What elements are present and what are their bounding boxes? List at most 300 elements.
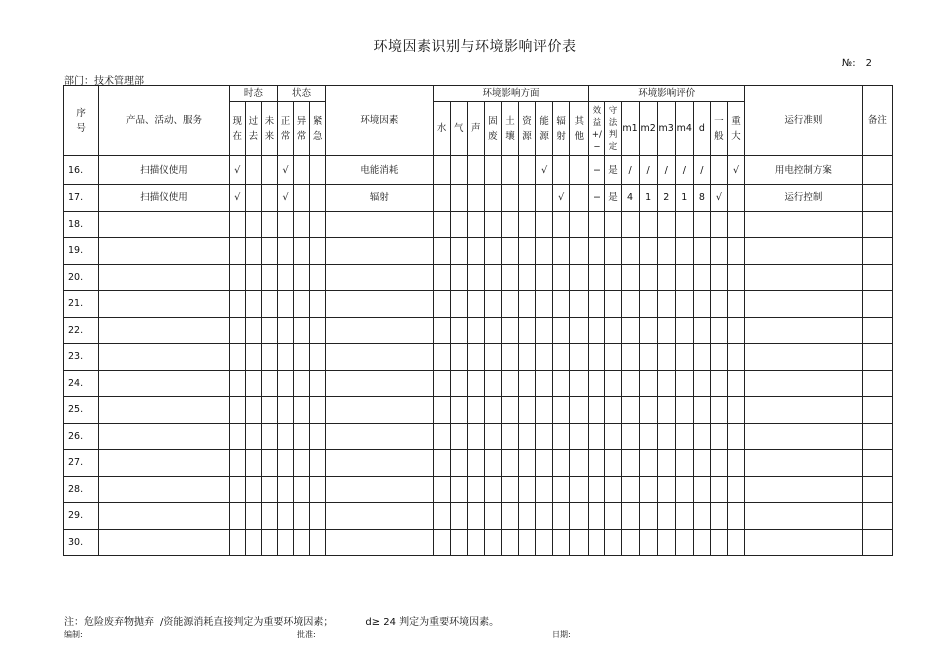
row-aspect-cell bbox=[484, 344, 501, 371]
header-tense-past: 过去 bbox=[245, 102, 261, 156]
row-number: 28. bbox=[64, 476, 99, 503]
header-tense-future: 未来 bbox=[261, 102, 277, 156]
row-criteria bbox=[745, 397, 863, 424]
row-tense-cell bbox=[261, 397, 277, 424]
row-criteria bbox=[745, 291, 863, 318]
row-eval-cell bbox=[621, 211, 639, 238]
row-aspect-cell bbox=[467, 185, 484, 212]
row-eval-cell bbox=[675, 317, 693, 344]
row-tense-cell bbox=[229, 529, 245, 556]
footer-note-prefix: 注：危险废弃物抛弃 bbox=[64, 617, 154, 628]
row-aspect-cell bbox=[450, 450, 467, 477]
row-eval-cell bbox=[589, 264, 605, 291]
row-number: 26. bbox=[64, 423, 99, 450]
row-aspect-cell bbox=[536, 397, 553, 424]
row-eval-cell bbox=[710, 264, 727, 291]
row-aspect-cell bbox=[570, 211, 589, 238]
row-eval-cell bbox=[675, 529, 693, 556]
row-aspect-cell bbox=[501, 397, 518, 424]
row-criteria bbox=[745, 264, 863, 291]
row-tense-cell bbox=[261, 211, 277, 238]
row-product bbox=[99, 238, 230, 265]
row-eval-cell bbox=[605, 317, 621, 344]
row-number: 19. bbox=[64, 238, 99, 265]
row-tense-cell bbox=[261, 450, 277, 477]
table-row bbox=[64, 450, 893, 477]
row-aspect-cell bbox=[519, 185, 536, 212]
row-eval-cell bbox=[589, 211, 605, 238]
row-aspect-cell bbox=[501, 185, 518, 212]
row-eval-cell bbox=[693, 344, 710, 371]
row-aspect-cell bbox=[450, 185, 467, 212]
row-state-cell bbox=[310, 317, 326, 344]
row-aspect-cell bbox=[484, 156, 501, 185]
row-aspect-cell bbox=[553, 450, 570, 477]
row-eval-cell: 1 bbox=[675, 185, 693, 212]
row-eval-cell bbox=[710, 529, 727, 556]
row-aspect-cell bbox=[570, 529, 589, 556]
date-label: 日期: bbox=[552, 630, 571, 639]
header-aspect-air: 气 bbox=[450, 102, 467, 156]
header-aspect-other: 其他 bbox=[570, 102, 589, 156]
row-aspect-cell bbox=[570, 450, 589, 477]
row-eval-cell bbox=[589, 423, 605, 450]
row-aspect-cell bbox=[553, 529, 570, 556]
row-number: 21. bbox=[64, 291, 99, 318]
row-tense-cell: √ bbox=[229, 185, 245, 212]
row-eval-cell bbox=[621, 370, 639, 397]
row-factor bbox=[326, 529, 433, 556]
header-eval-m3: m3 bbox=[657, 102, 675, 156]
row-tense-cell bbox=[245, 264, 261, 291]
row-state-cell bbox=[294, 264, 310, 291]
row-aspect-cell bbox=[536, 476, 553, 503]
row-factor bbox=[326, 238, 433, 265]
header-criteria: 运行准则 bbox=[745, 86, 863, 156]
row-state-cell bbox=[277, 476, 293, 503]
row-aspect-cell: √ bbox=[553, 185, 570, 212]
row-number: 22. bbox=[64, 317, 99, 344]
row-remarks bbox=[862, 211, 892, 238]
row-aspect-cell bbox=[501, 344, 518, 371]
row-eval-cell bbox=[693, 503, 710, 530]
row-aspect-cell bbox=[433, 476, 450, 503]
row-tense-cell bbox=[229, 291, 245, 318]
row-eval-cell bbox=[693, 397, 710, 424]
row-product bbox=[99, 423, 230, 450]
row-state-cell bbox=[310, 503, 326, 530]
row-criteria bbox=[745, 317, 863, 344]
row-eval-cell bbox=[675, 264, 693, 291]
row-eval-cell: / bbox=[693, 156, 710, 185]
row-eval-cell bbox=[639, 423, 657, 450]
row-eval-cell bbox=[675, 476, 693, 503]
row-aspect-cell bbox=[433, 238, 450, 265]
row-eval-cell bbox=[675, 291, 693, 318]
row-tense-cell bbox=[229, 397, 245, 424]
row-eval-cell bbox=[589, 291, 605, 318]
row-number: 17. bbox=[64, 185, 99, 212]
document-title: 环境因素识别与环境影响评价表 bbox=[373, 39, 577, 55]
row-eval-cell bbox=[675, 370, 693, 397]
row-remarks bbox=[862, 529, 892, 556]
row-eval-cell bbox=[657, 503, 675, 530]
row-eval-cell bbox=[589, 317, 605, 344]
row-aspect-cell bbox=[450, 397, 467, 424]
row-aspect-cell bbox=[570, 423, 589, 450]
row-aspect-cell bbox=[570, 317, 589, 344]
table-body bbox=[64, 156, 893, 556]
row-eval-cell bbox=[693, 476, 710, 503]
table-row bbox=[64, 211, 893, 238]
row-tense-cell bbox=[261, 238, 277, 265]
row-eval-cell bbox=[657, 291, 675, 318]
row-aspect-cell bbox=[536, 503, 553, 530]
row-tense-cell bbox=[229, 211, 245, 238]
row-aspect-cell bbox=[467, 291, 484, 318]
row-tense-cell bbox=[261, 344, 277, 371]
row-eval-cell bbox=[727, 529, 744, 556]
row-eval-cell bbox=[693, 450, 710, 477]
row-eval-cell: 是 bbox=[605, 185, 621, 212]
row-aspect-cell bbox=[570, 397, 589, 424]
row-eval-cell bbox=[605, 344, 621, 371]
row-factor: 电能消耗 bbox=[326, 156, 433, 185]
row-aspect-cell bbox=[433, 397, 450, 424]
footer-note-end: d≥ 24 判定为重要环境因素。 bbox=[365, 617, 500, 628]
row-aspect-cell bbox=[433, 370, 450, 397]
row-remarks bbox=[862, 503, 892, 530]
row-eval-cell bbox=[657, 211, 675, 238]
table-row bbox=[64, 238, 893, 265]
header-aspect-soil: 土壤 bbox=[501, 102, 518, 156]
header-aspect-water: 水 bbox=[433, 102, 450, 156]
row-tense-cell bbox=[245, 317, 261, 344]
row-remarks bbox=[862, 264, 892, 291]
row-criteria bbox=[745, 476, 863, 503]
header-product: 产品、活动、服务 bbox=[99, 86, 230, 156]
row-state-cell bbox=[277, 317, 293, 344]
row-aspect-cell bbox=[467, 423, 484, 450]
row-eval-cell bbox=[639, 450, 657, 477]
row-eval-cell bbox=[710, 317, 727, 344]
row-criteria bbox=[745, 211, 863, 238]
row-eval-cell bbox=[639, 529, 657, 556]
row-aspect-cell bbox=[519, 238, 536, 265]
row-state-cell bbox=[294, 450, 310, 477]
row-aspect-cell bbox=[433, 503, 450, 530]
row-remarks bbox=[862, 238, 892, 265]
row-tense-cell bbox=[261, 370, 277, 397]
row-eval-cell bbox=[589, 238, 605, 265]
row-eval-cell bbox=[605, 423, 621, 450]
row-product bbox=[99, 370, 230, 397]
evaluation-table bbox=[63, 85, 893, 556]
row-eval-cell bbox=[589, 529, 605, 556]
row-state-cell bbox=[310, 156, 326, 185]
row-tense-cell: √ bbox=[229, 156, 245, 185]
row-criteria: 用电控制方案 bbox=[745, 156, 863, 185]
row-state-cell bbox=[277, 370, 293, 397]
row-state-cell bbox=[310, 370, 326, 397]
department-label: 部门：技术管理部 bbox=[64, 76, 144, 87]
row-eval-cell bbox=[639, 291, 657, 318]
row-tense-cell bbox=[245, 450, 261, 477]
document-number bbox=[832, 58, 872, 69]
row-eval-cell bbox=[621, 238, 639, 265]
row-eval-cell: 2 bbox=[657, 185, 675, 212]
row-eval-cell bbox=[605, 238, 621, 265]
row-eval-cell: / bbox=[621, 156, 639, 185]
row-eval-cell bbox=[639, 211, 657, 238]
row-aspect-cell bbox=[433, 156, 450, 185]
row-eval-cell: − bbox=[589, 156, 605, 185]
row-aspect-cell bbox=[467, 476, 484, 503]
row-product bbox=[99, 397, 230, 424]
row-eval-cell bbox=[657, 397, 675, 424]
table-row bbox=[64, 370, 893, 397]
row-product bbox=[99, 317, 230, 344]
row-product bbox=[99, 211, 230, 238]
row-eval-cell bbox=[727, 397, 744, 424]
header-state-group: 状态 bbox=[277, 86, 325, 102]
row-state-cell bbox=[294, 503, 310, 530]
row-state-cell bbox=[277, 291, 293, 318]
row-eval-cell bbox=[693, 291, 710, 318]
row-tense-cell bbox=[245, 185, 261, 212]
row-aspect-cell bbox=[536, 450, 553, 477]
row-aspect-cell bbox=[519, 264, 536, 291]
row-eval-cell bbox=[710, 423, 727, 450]
row-eval-cell bbox=[621, 397, 639, 424]
row-aspect-cell bbox=[536, 185, 553, 212]
row-state-cell bbox=[310, 397, 326, 424]
row-aspect-cell bbox=[484, 450, 501, 477]
row-eval-cell bbox=[693, 211, 710, 238]
row-eval-cell bbox=[675, 344, 693, 371]
table-row bbox=[64, 476, 893, 503]
row-eval-cell bbox=[693, 317, 710, 344]
row-eval-cell: √ bbox=[710, 185, 727, 212]
row-state-cell bbox=[310, 529, 326, 556]
header-eval-m2: m2 bbox=[639, 102, 657, 156]
row-aspect-cell bbox=[519, 503, 536, 530]
row-tense-cell bbox=[245, 503, 261, 530]
row-eval-cell bbox=[639, 238, 657, 265]
row-factor bbox=[326, 450, 433, 477]
row-aspect-cell bbox=[553, 156, 570, 185]
row-aspect-cell bbox=[570, 156, 589, 185]
row-remarks bbox=[862, 397, 892, 424]
row-eval-cell bbox=[710, 291, 727, 318]
row-aspect-cell bbox=[536, 264, 553, 291]
row-aspect-cell bbox=[433, 317, 450, 344]
row-eval-cell: 1 bbox=[639, 185, 657, 212]
row-criteria bbox=[745, 423, 863, 450]
row-aspect-cell bbox=[553, 264, 570, 291]
row-remarks bbox=[862, 370, 892, 397]
table-row bbox=[64, 264, 893, 291]
row-eval-cell bbox=[605, 397, 621, 424]
header-eval-benefit: 效益+/− bbox=[589, 102, 605, 156]
row-eval-cell bbox=[657, 423, 675, 450]
row-aspect-cell bbox=[450, 503, 467, 530]
row-eval-cell bbox=[657, 344, 675, 371]
header-eval-group: 环境影响评价 bbox=[589, 86, 745, 102]
row-eval-cell bbox=[693, 238, 710, 265]
row-number: 30. bbox=[64, 529, 99, 556]
header-aspect-noise: 声 bbox=[467, 102, 484, 156]
row-state-cell bbox=[294, 317, 310, 344]
row-aspect-cell bbox=[570, 291, 589, 318]
row-aspect-cell bbox=[467, 344, 484, 371]
row-aspect-cell bbox=[553, 423, 570, 450]
row-aspect-cell bbox=[519, 450, 536, 477]
row-product bbox=[99, 503, 230, 530]
row-eval-cell bbox=[693, 529, 710, 556]
table-row bbox=[64, 317, 893, 344]
row-remarks bbox=[862, 344, 892, 371]
row-tense-cell bbox=[245, 529, 261, 556]
row-tense-cell bbox=[261, 476, 277, 503]
row-aspect-cell bbox=[519, 211, 536, 238]
row-eval-cell: 是 bbox=[605, 156, 621, 185]
prepared-by-label: 编制: bbox=[64, 630, 83, 639]
row-aspect-cell bbox=[484, 503, 501, 530]
row-eval-cell bbox=[605, 370, 621, 397]
row-aspect-cell bbox=[450, 264, 467, 291]
row-factor bbox=[326, 291, 433, 318]
header-aspect-solid-waste: 固废 bbox=[484, 102, 501, 156]
row-aspect-cell bbox=[519, 529, 536, 556]
header-tense-group: 时态 bbox=[229, 86, 277, 102]
row-eval-cell bbox=[605, 211, 621, 238]
row-eval-cell: 4 bbox=[621, 185, 639, 212]
row-aspect-cell bbox=[484, 211, 501, 238]
row-aspect-cell bbox=[519, 423, 536, 450]
row-aspect-cell bbox=[553, 317, 570, 344]
header-aspect-resource: 资源 bbox=[519, 102, 536, 156]
approved-by-label: 批准: bbox=[297, 630, 316, 639]
row-tense-cell bbox=[245, 238, 261, 265]
row-state-cell bbox=[277, 423, 293, 450]
row-aspect-cell bbox=[536, 317, 553, 344]
row-aspect-cell bbox=[467, 503, 484, 530]
row-eval-cell bbox=[621, 344, 639, 371]
row-aspect-cell bbox=[450, 370, 467, 397]
row-tense-cell bbox=[245, 397, 261, 424]
row-product bbox=[99, 291, 230, 318]
row-aspect-cell bbox=[553, 370, 570, 397]
row-product: 扫描仪使用 bbox=[99, 185, 230, 212]
row-tense-cell bbox=[245, 476, 261, 503]
header-eval-m1: m1 bbox=[621, 102, 639, 156]
table-row bbox=[64, 156, 893, 185]
row-eval-cell bbox=[727, 503, 744, 530]
row-tense-cell bbox=[229, 344, 245, 371]
row-state-cell bbox=[277, 529, 293, 556]
row-eval-cell bbox=[621, 450, 639, 477]
row-eval-cell: / bbox=[639, 156, 657, 185]
row-eval-cell bbox=[710, 397, 727, 424]
row-number: 24. bbox=[64, 370, 99, 397]
row-aspect-cell bbox=[501, 529, 518, 556]
row-aspect-cell bbox=[536, 344, 553, 371]
row-eval-cell bbox=[693, 264, 710, 291]
row-remarks bbox=[862, 450, 892, 477]
row-eval-cell bbox=[727, 238, 744, 265]
row-eval-cell bbox=[657, 529, 675, 556]
row-aspect-cell bbox=[433, 291, 450, 318]
row-tense-cell bbox=[245, 211, 261, 238]
row-state-cell bbox=[310, 450, 326, 477]
row-tense-cell bbox=[245, 344, 261, 371]
row-eval-cell bbox=[675, 397, 693, 424]
row-eval-cell bbox=[639, 503, 657, 530]
row-eval-cell bbox=[727, 476, 744, 503]
row-eval-cell bbox=[710, 211, 727, 238]
row-eval-cell bbox=[727, 264, 744, 291]
row-eval-cell bbox=[675, 238, 693, 265]
row-factor bbox=[326, 423, 433, 450]
row-criteria bbox=[745, 450, 863, 477]
header-tense-now: 现在 bbox=[229, 102, 245, 156]
row-product bbox=[99, 264, 230, 291]
row-aspect-cell bbox=[570, 344, 589, 371]
row-aspect-cell bbox=[553, 211, 570, 238]
row-product bbox=[99, 529, 230, 556]
row-eval-cell bbox=[639, 476, 657, 503]
row-tense-cell bbox=[261, 529, 277, 556]
row-number: 29. bbox=[64, 503, 99, 530]
row-aspect-cell bbox=[433, 264, 450, 291]
table-row bbox=[64, 423, 893, 450]
row-state-cell bbox=[310, 238, 326, 265]
row-eval-cell bbox=[621, 291, 639, 318]
row-number: 18. bbox=[64, 211, 99, 238]
row-remarks bbox=[862, 423, 892, 450]
row-aspect-cell bbox=[536, 291, 553, 318]
row-tense-cell bbox=[261, 185, 277, 212]
row-aspect-cell bbox=[467, 450, 484, 477]
footer-note bbox=[64, 613, 505, 628]
row-factor bbox=[326, 317, 433, 344]
header-eval-compliance: 守法判定 bbox=[605, 102, 621, 156]
row-eval-cell bbox=[657, 476, 675, 503]
row-eval-cell bbox=[621, 423, 639, 450]
row-factor bbox=[326, 344, 433, 371]
row-aspect-cell bbox=[519, 317, 536, 344]
header-aspect-radiation: 辐射 bbox=[553, 102, 570, 156]
row-aspect-cell bbox=[570, 503, 589, 530]
row-aspect-cell bbox=[501, 211, 518, 238]
header-state-emergency: 紧急 bbox=[310, 102, 326, 156]
row-eval-cell bbox=[621, 503, 639, 530]
row-eval-cell bbox=[605, 264, 621, 291]
row-eval-cell bbox=[605, 291, 621, 318]
row-state-cell bbox=[277, 264, 293, 291]
row-tense-cell bbox=[245, 370, 261, 397]
row-aspect-cell bbox=[501, 238, 518, 265]
row-eval-cell bbox=[589, 503, 605, 530]
row-eval-cell bbox=[589, 344, 605, 371]
row-eval-cell bbox=[675, 211, 693, 238]
row-eval-cell: 8 bbox=[693, 185, 710, 212]
row-eval-cell bbox=[621, 317, 639, 344]
row-aspect-cell bbox=[536, 370, 553, 397]
row-eval-cell bbox=[727, 423, 744, 450]
row-eval-cell bbox=[605, 529, 621, 556]
